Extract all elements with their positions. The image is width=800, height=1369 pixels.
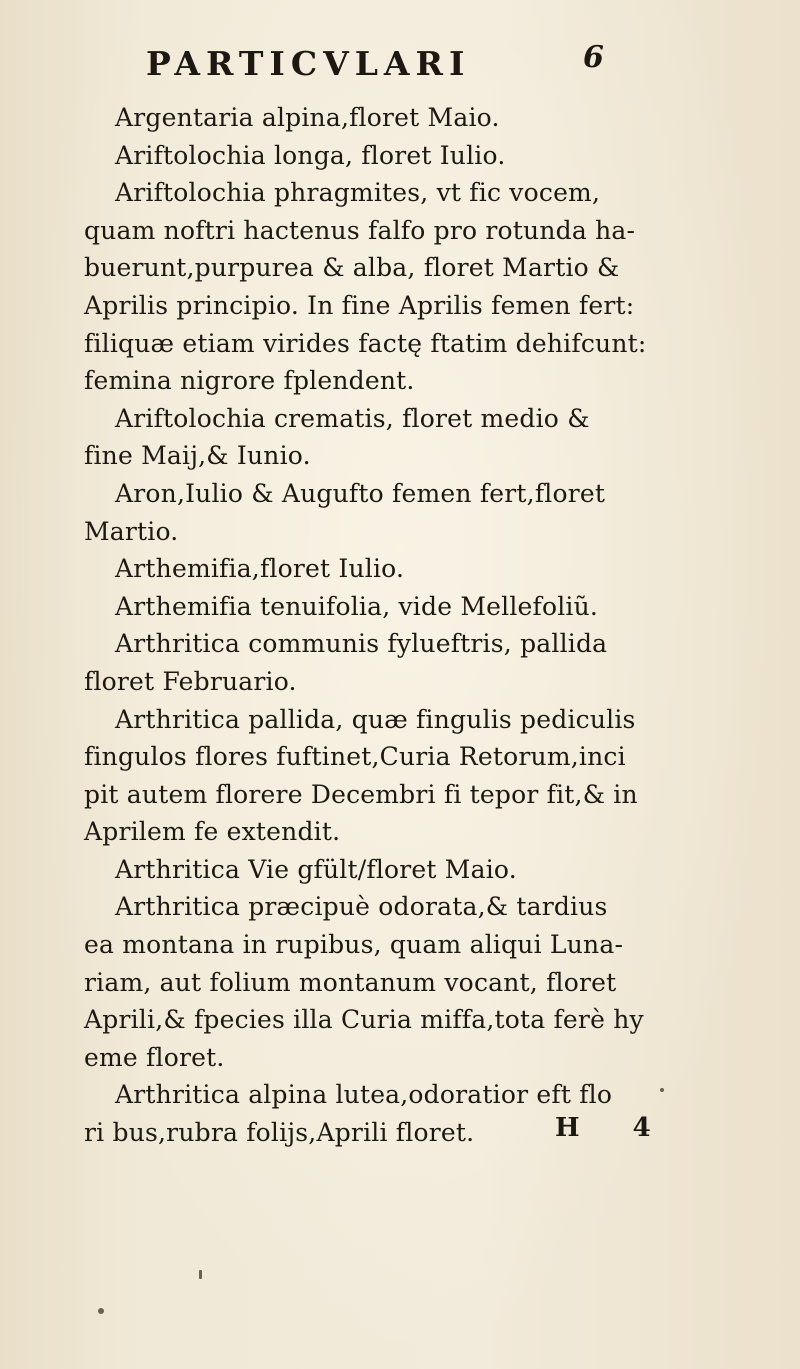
text-line: ea montana in rupibus, quam aliqui Luna- xyxy=(84,930,624,960)
text-line: quam noftri hactenus falfo pro rotunda ha- xyxy=(84,215,636,245)
text-line: Arthemifia,floret Iulio. xyxy=(115,554,405,584)
text-line: Aron,Iulio & Augufto femen fert,floret xyxy=(115,478,606,508)
text-line: Arthritica communis fylueftris, pallida xyxy=(115,629,608,659)
text-line: Ariftolochia longa, floret Iulio. xyxy=(115,140,506,170)
text-line: Ariftolochia phragmites, vt fic vocem, xyxy=(115,178,601,208)
text-line: Arthritica pallida, quæ fingulis pediculis xyxy=(115,704,636,734)
text-line: filiquæ etiam virides factę ftatim dehifcunt: xyxy=(84,328,647,358)
text-line: Arthritica præcipuè odorata,& tardius xyxy=(115,892,608,922)
text-line: riam, aut folium montanum vocant, floret xyxy=(84,967,617,997)
text-line: buerunt,purpurea & alba, floret Martio & xyxy=(84,253,620,283)
text-line: floret Februario. xyxy=(84,666,297,696)
text-line: eme floret. xyxy=(84,1042,225,1072)
signature-mark: H 4 xyxy=(555,1113,673,1143)
text-line: Arthritica alpina lutea,odoratior eft flo xyxy=(115,1080,613,1110)
ink-speck xyxy=(660,1088,664,1092)
ink-speck xyxy=(199,1270,202,1279)
text-line: ri bus,rubra folijs,Aprili floret. xyxy=(84,1118,475,1148)
text-line: Argentaria alpina,floret Maio. xyxy=(115,103,500,132)
text-line: Aprili,& fpecies illa Curia miffa,tota ferè hy xyxy=(84,1005,644,1035)
text-line: Arthritica Vie gfült/floret Maio. xyxy=(115,854,517,884)
page-number: 6 xyxy=(583,40,604,75)
text-line: fine Maij,& Iunio. xyxy=(84,441,311,471)
text-line: fingulos flores fuftinet,Curia Retorum,inci xyxy=(84,742,626,772)
text-line: Martio. xyxy=(84,516,179,546)
ink-speck xyxy=(98,1308,104,1314)
text-line: femina nigrore fplendent. xyxy=(84,366,415,396)
text-line: Ariftolochia crematis, floret medio & xyxy=(115,403,590,433)
text-line: Aprilem fe extendit. xyxy=(84,817,341,847)
text-line: pit autem florere Decembri fi tepor fit,& in xyxy=(84,779,638,809)
running-title: PARTICVLARI xyxy=(146,44,471,83)
body-text xyxy=(84,99,684,1152)
text-line: Aprilis principio. In fine Aprilis femen fert: xyxy=(84,290,635,320)
text-line: Arthemifia tenuifolia, vide Mellefoliũ. xyxy=(115,591,599,621)
